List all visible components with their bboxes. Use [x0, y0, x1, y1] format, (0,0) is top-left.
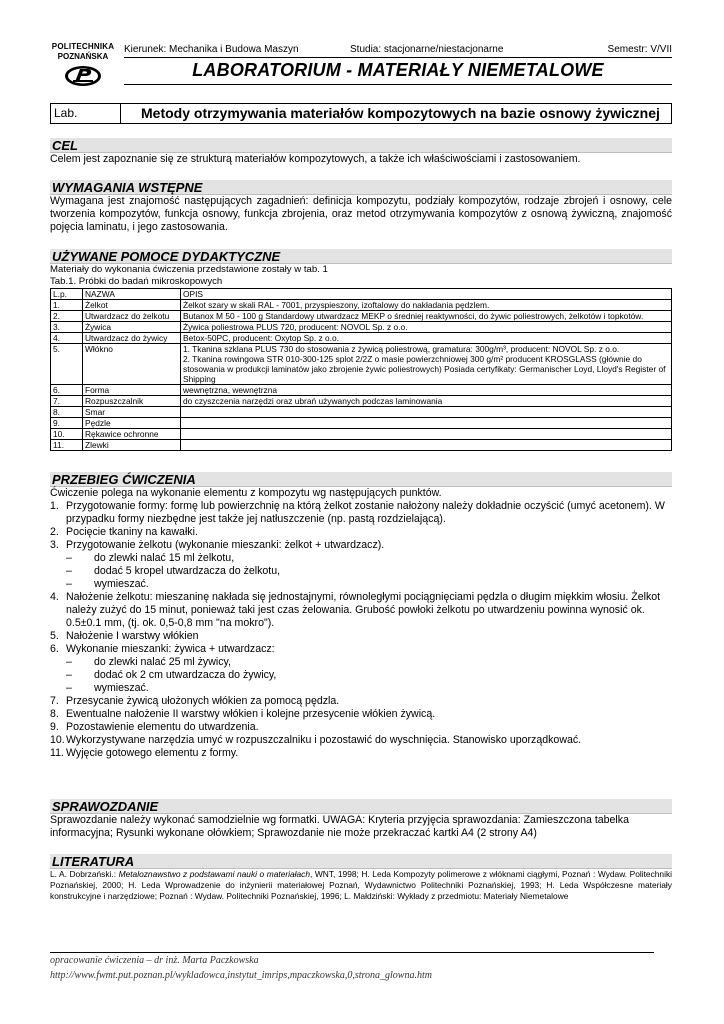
table-row — [51, 333, 672, 344]
table-cell — [181, 429, 672, 440]
table-row — [51, 344, 672, 385]
section-heading: LITERATURA — [50, 854, 672, 869]
dash-bullet: – — [66, 669, 72, 681]
step-text: Wyjęcie gotowego elementu z formy. — [66, 747, 239, 759]
page-header — [50, 42, 672, 97]
dash-bullet: – — [66, 552, 72, 564]
lab-label: Lab. — [51, 104, 121, 123]
table-cell — [181, 440, 672, 451]
table-cell: Żywica — [83, 322, 181, 333]
university-emblem-icon — [63, 64, 103, 88]
logo-line2: POZNAŃSKA — [57, 52, 109, 61]
section-heading: UŻYWANE POMOCE DYDAKTYCZNE — [50, 249, 672, 264]
lab-title: LABORATORIUM - MATERIAŁY NIEMETALOWE — [192, 60, 604, 80]
section-heading: SPRAWOZDANIE — [50, 799, 672, 814]
table-row — [51, 300, 672, 311]
table-cell: 2. — [51, 311, 83, 322]
step-number: 1. — [50, 500, 59, 512]
step-text: Przygotowanie żelkotu (wykonanie mieszanki: żelkot + utwardzacz). — [66, 539, 385, 551]
section-pomoce — [50, 249, 672, 451]
table-cell: 3. — [51, 322, 83, 333]
table-cell: 8. — [51, 407, 83, 418]
logo-line1: POLITECHNIKA — [51, 42, 115, 51]
list-item — [50, 539, 672, 552]
table-cell: wewnętrzna, wewnętrzna — [181, 385, 672, 396]
footer-url[interactable]: http://www.fwmt.put.poznan.pl/wykladowca,instytut_imrips,mpaczkowska,0,strona_glowna.htm — [50, 970, 432, 981]
table-cell: Włókno — [83, 344, 181, 385]
section-heading: PRZEBIEG ĆWICZENIA — [50, 472, 672, 487]
table-cell: Forma — [83, 385, 181, 396]
table-cell: Zlewki — [83, 440, 181, 451]
header-divider-bottom — [124, 84, 672, 85]
table-cell: 10. — [51, 429, 83, 440]
step-number: 2. — [50, 526, 59, 538]
table-header-cell: OPIS — [181, 289, 672, 300]
header-divider — [124, 57, 672, 58]
table-cell: Utwardzacz do żelkotu — [83, 311, 181, 322]
step-number: 4. — [50, 591, 59, 603]
step-text: Pozostawienie elementu do utwardzenia. — [66, 721, 259, 733]
list-item — [50, 747, 672, 760]
lab-exercise-title: Metody otrzymywania materiałów kompozytowych na bazie osnowy żywicznej — [141, 105, 660, 121]
table-cell: 6. — [51, 385, 83, 396]
table-cell: 5. — [51, 344, 83, 385]
table-row — [51, 322, 672, 333]
sub-list-item — [50, 565, 672, 578]
step-number: 5. — [50, 630, 59, 642]
table-cell: do czyszczenia narzędzi oraz ubrań używanych podczas laminowania — [181, 396, 672, 407]
step-text: Nałożenie I warstwy włókien — [66, 630, 199, 642]
footer-author: opracowanie ćwiczenia – dr inż. Marta Paczkowska — [50, 955, 259, 966]
bib-intro: L. A. Dobrzański.: — [50, 869, 119, 879]
section-heading: CEL — [50, 138, 672, 153]
step-number: 3. — [50, 539, 59, 551]
sub-step-text: do zlewki nalać 25 ml żywicy, — [94, 656, 231, 668]
step-number: 11. — [50, 747, 64, 759]
table-cell: Żelkot szary w skali RAL - 7001, przyspieszony, izoftalowy do nakładania pędzlem. — [181, 300, 672, 311]
materials-table — [50, 288, 672, 451]
list-item — [50, 630, 672, 643]
step-text: Przygotowanie formy: formę lub powierzchnię na którą żelkot zostanie nałożony należy dokładnie oczyścić (umyć acetonem). W przypadku formy niezbędne jest także jej natłuszczenie (np. pastą rozdzielającą). — [66, 500, 665, 525]
section-text: Sprawozdanie należy wykonać samodzielnie wg formatki. UWAGA: Kryteria przyjęcia sprawozdania: Zamieszczona tabelka informacyjna; Rysunki wykonane ołówkiem; Sprawozdanie nie może przekraczać kartki A4 (2 strony A4) — [50, 814, 629, 839]
table-cell: Betox-50PC, producent: Oxytop Sp. z o.o. — [181, 333, 672, 344]
table-row — [51, 440, 672, 451]
table-cell: Rozpuszczalnik — [83, 396, 181, 407]
table-cell: Pędzle — [83, 418, 181, 429]
sub-step-text: do zlewki nalać 15 ml żelkotu, — [94, 552, 235, 564]
step-text: Ewentualne nałożenie II warstwy włókien i kolejne przesycenie włókien żywicą. — [66, 708, 436, 720]
bib-book-title: Metaloznawstwo z podstawami nauki o materiałach — [118, 869, 311, 879]
table-cell — [181, 407, 672, 418]
table-row — [51, 418, 672, 429]
sub-step-text: wymieszać. — [94, 682, 149, 694]
table-row — [51, 396, 672, 407]
kierunek-label: Kierunek: Mechanika i Budowa Maszyn — [124, 44, 299, 55]
table-caption: Tab.1. Próbki do badań mikroskopowych — [50, 276, 223, 287]
table-cell: 4. — [51, 333, 83, 344]
dash-bullet: – — [66, 565, 72, 577]
section-sprawozdanie — [50, 799, 672, 840]
studia-label: Studia: stacjonarne/niestacjonarne — [350, 44, 504, 55]
section-literatura — [50, 854, 672, 902]
sub-step-text: wymieszać. — [94, 578, 149, 590]
list-item — [50, 643, 672, 656]
list-item — [50, 695, 672, 708]
step-number: 9. — [50, 721, 59, 733]
step-number: 10. — [50, 734, 65, 746]
sub-list-item — [50, 578, 672, 591]
table-cell: Rękawice ochronne — [83, 429, 181, 440]
sub-list-item — [50, 552, 672, 565]
university-logo — [50, 42, 116, 94]
list-item — [50, 591, 672, 630]
table-body — [51, 300, 672, 451]
list-item — [50, 526, 672, 539]
table-header-cell: L.p. — [51, 289, 83, 300]
page-footer — [50, 952, 654, 983]
table-row — [51, 407, 672, 418]
table-header-cell: NAZWA — [83, 289, 181, 300]
step-text: Przesycanie żywicą ułożonych włókien za pomocą pędzla. — [66, 695, 340, 707]
section-wymagania — [50, 180, 672, 234]
section-text: Materiały do wykonania ćwiczenia przedstawione zostały w tab. 1 — [50, 264, 328, 275]
table-cell: Smar — [83, 407, 181, 418]
table-row — [51, 385, 672, 396]
section-text: Ćwiczenie polega na wykonanie elementu z kompozytu wg następujących punktów. — [50, 487, 442, 499]
table-row — [51, 311, 672, 322]
sub-list-item — [50, 669, 672, 682]
sub-list-item — [50, 656, 672, 669]
step-text: Wykonanie mieszanki: żywica + utwardzacz: — [66, 643, 275, 655]
section-text: Celem jest zapoznanie się ze strukturą materiałów kompozytowych, a także ich właściwościami i zastosowaniem. — [50, 153, 581, 165]
step-number: 8. — [50, 708, 59, 720]
table-cell: 11. — [51, 440, 83, 451]
semestr-label: Semestr: V/VII — [607, 44, 672, 55]
table-cell: 1. — [51, 300, 83, 311]
table-cell — [181, 418, 672, 429]
list-item — [50, 500, 672, 526]
list-item — [50, 708, 672, 721]
dash-bullet: – — [66, 578, 72, 590]
list-item — [50, 734, 672, 747]
table-cell: Żelkot — [83, 300, 181, 311]
step-text: Pocięcie tkaniny na kawałki. — [66, 526, 198, 538]
bibliography-text — [50, 869, 672, 902]
table-cell: Butanox M 50 - 100 g Standardowy utwardzacz MEKP o średniej reaktywności, do żywic poliestrowych, żelkotów i topkotów. — [181, 311, 672, 322]
table-cell: Żywica poliestrowa PLUS 720, producent: NOVOL Sp. z o.o. — [181, 322, 672, 333]
sub-step-text: dodać 5 kropel utwardzacza do żelkotu, — [94, 565, 281, 577]
step-text: Wykorzystywane narzędzia umyć w rozpuszczalniku i pozostawić do wyschnięcia. Stanowisko uporządkować. — [66, 734, 582, 746]
section-przebieg — [50, 472, 672, 760]
table-header-row — [51, 289, 672, 300]
section-heading: WYMAGANIA WSTĘPNE — [50, 180, 672, 195]
table-cell: 1. Tkanina szklana PLUS 730 do stosowania z żywicą poliestrową, gramatura: 300g/m³, producent: NOVOL Sp. z o.o. 2. Tkanina rowingowa STR 010-300-125 splot 2/2Z o masie powierzchniowej 300 g/m² producent KROSGLASS (głównie do stosowania w produkcji laminatów jako zbrojenie żywic poliestrowych) Posiada certyfikaty: Germanischer Loyd, Lloyd's Register of Shipping — [181, 344, 672, 385]
step-text: Nałożenie żelkotu: mieszaninę nakłada się jednostajnymi, równoległymi pociągnięciami pędzla o długim miękkim włosiu. Żelkot należy zużyć do 15 minut, ponieważ taki jest czas żelowania. Grubość powłoki żelkotu po utwardzeniu powinna wynosić ok. 0.5±0.1 mm, (tj. ok. 0,5-0,8 mm "na mokro"). — [66, 591, 661, 629]
section-text: Wymagana jest znajomość następujących zagadnień: definicja kompozytu, podziały kompozytów, rodzaje zbrojeń i osnowy, cele tworzenia kompozytów, funkcja osnowy, funkcja zbrojenia, oraz metod otrzymywania kompozytów z osnową żywiczną, znajomość pojęcia laminatu, i jego zastosowania. — [50, 195, 672, 233]
bib-rest: , WNT, 1998; H. Leda Kompozyty polimerowe z włóknami ciągłymi, Poznań : Wydaw. Politechniki Poznańskiej, 2000; H. Leda Wprowadzenie do inżynierii materiałowej Poznań, Wydawnictwo Politechniki Poznańskiej, 1993; H. Leda Współczesne materiały konstrukcyjne i narzędziowe; Poznań : Wydaw. Politechniki Poznańskiej, 1996; L. Małdziński: Wykłady z przedmiotu: Materiały Niemetalowe — [50, 869, 673, 901]
steps-list — [50, 500, 672, 760]
step-number: 7. — [50, 695, 59, 707]
sub-step-text: dodać ok 2 cm utwardzacza do żywicy, — [94, 669, 277, 681]
dash-bullet: – — [66, 682, 72, 694]
table-cell: Utwardzacz do żywicy — [83, 333, 181, 344]
lab-title-box — [50, 103, 672, 124]
list-item — [50, 721, 672, 734]
table-row — [51, 429, 672, 440]
sub-list-item — [50, 682, 672, 695]
section-cel — [50, 138, 672, 166]
table-cell: 7. — [51, 396, 83, 407]
table-cell: 9. — [51, 418, 83, 429]
dash-bullet: – — [66, 656, 72, 668]
step-number: 6. — [50, 643, 59, 655]
